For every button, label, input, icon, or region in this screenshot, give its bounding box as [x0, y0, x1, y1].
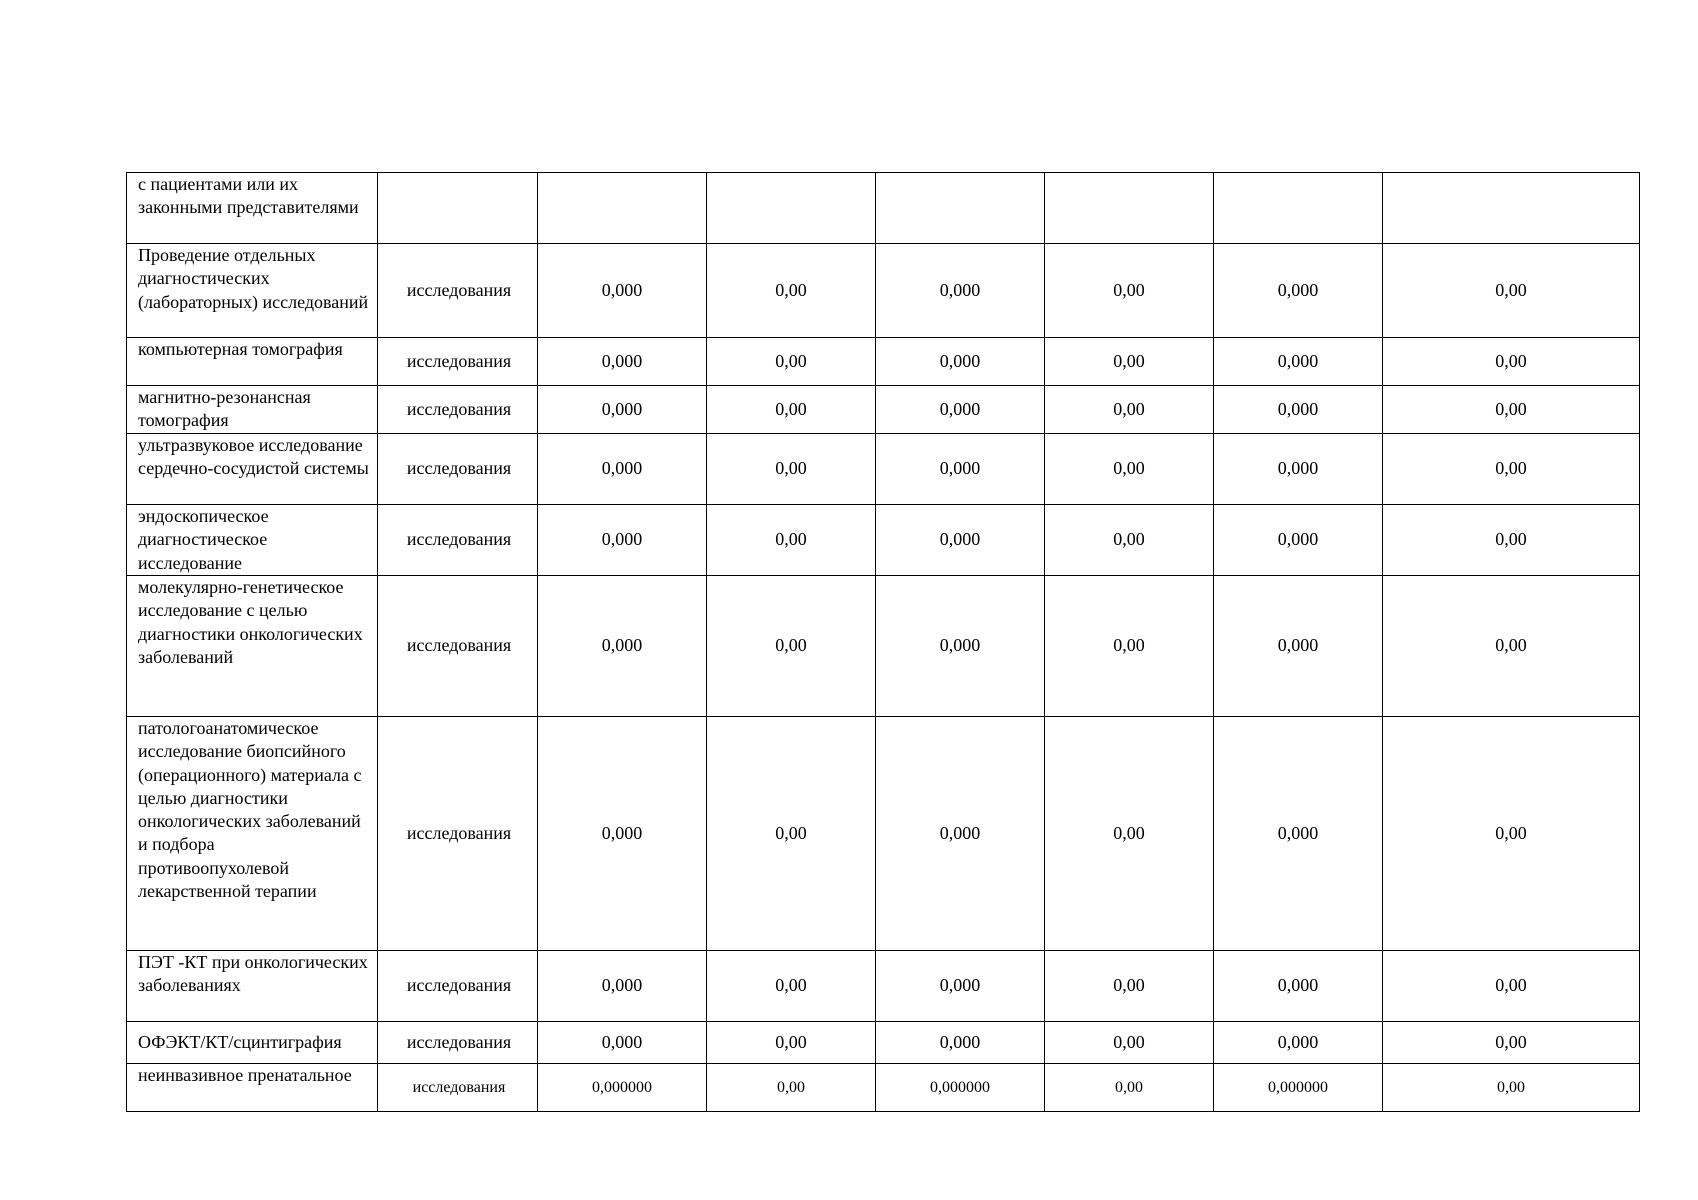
value-cell: [1045, 173, 1214, 244]
value-cell: 0,00: [1045, 1064, 1214, 1112]
value-cell: 0,000: [876, 244, 1045, 338]
row-name-cell: с пациентами или их законными представителями: [127, 173, 378, 244]
table-row: [127, 505, 1640, 576]
unit-cell: [378, 173, 538, 244]
value-cell: 0,000: [538, 386, 707, 434]
value-cell: 0,00: [707, 951, 876, 1022]
table-row: [127, 434, 1640, 505]
unit-cell: исследования: [378, 1022, 538, 1064]
value-cell: 0,00: [1383, 434, 1640, 505]
value-cell: [1383, 173, 1640, 244]
value-cell: 0,000: [538, 338, 707, 386]
unit-cell: исследования: [378, 244, 538, 338]
value-cell: 0,000: [538, 1022, 707, 1064]
table-row: [127, 173, 1640, 244]
value-cell: 0,00: [1045, 386, 1214, 434]
row-name-cell: молекулярно-генетическое исследование с целью диагностики онкологических заболеваний: [127, 576, 378, 717]
row-name-cell: ПЭТ -КТ при онкологических заболеваниях: [127, 951, 378, 1022]
value-cell: [538, 173, 707, 244]
value-cell: 0,000: [876, 717, 1045, 951]
unit-cell: исследования: [378, 717, 538, 951]
value-cell: 0,00: [707, 505, 876, 576]
value-cell: 0,00: [707, 1064, 876, 1112]
table-row: [127, 717, 1640, 951]
value-cell: 0,000: [1214, 717, 1383, 951]
table-row: [127, 576, 1640, 717]
value-cell: 0,000: [876, 505, 1045, 576]
value-cell: 0,000: [1214, 386, 1383, 434]
value-cell: 0,000: [1214, 505, 1383, 576]
row-name-cell: патологоанатомическое исследование биопсийного (операционного) материала с целью диагностики онкологических заболеваний и подбора противоопухолевой лекарственной терапии: [127, 717, 378, 951]
value-cell: 0,00: [1383, 951, 1640, 1022]
value-cell: 0,00: [707, 576, 876, 717]
unit-cell: исследования: [378, 338, 538, 386]
value-cell: 0,000: [1214, 338, 1383, 386]
value-cell: 0,00: [1045, 717, 1214, 951]
value-cell: 0,00: [1045, 576, 1214, 717]
value-cell: 0,00: [1383, 505, 1640, 576]
unit-cell: исследования: [378, 505, 538, 576]
table-row: [127, 951, 1640, 1022]
value-cell: 0,000: [876, 576, 1045, 717]
unit-cell: исследования: [378, 386, 538, 434]
value-cell: 0,00: [707, 1022, 876, 1064]
value-cell: 0,000: [538, 576, 707, 717]
row-name-cell: компьютерная томография: [127, 338, 378, 386]
value-cell: 0,00: [1383, 386, 1640, 434]
row-name-cell: ОФЭКТ/КТ/сцинтиграфия: [127, 1022, 378, 1064]
value-cell: 0,000: [876, 434, 1045, 505]
value-cell: 0,000: [876, 1022, 1045, 1064]
value-cell: 0,00: [707, 244, 876, 338]
value-cell: 0,000: [538, 434, 707, 505]
value-cell: 0,00: [1383, 1064, 1640, 1112]
table-row: [127, 338, 1640, 386]
value-cell: 0,00: [707, 434, 876, 505]
value-cell: 0,00: [1045, 1022, 1214, 1064]
value-cell: 0,000: [876, 338, 1045, 386]
value-cell: 0,000: [538, 951, 707, 1022]
unit-cell: исследования: [378, 434, 538, 505]
value-cell: 0,00: [1045, 505, 1214, 576]
unit-cell: исследования: [378, 576, 538, 717]
value-cell: 0,000: [876, 951, 1045, 1022]
value-cell: 0,000: [876, 386, 1045, 434]
value-cell: 0,00: [1383, 576, 1640, 717]
value-cell: 0,000: [1214, 951, 1383, 1022]
unit-cell: исследования: [378, 1064, 538, 1112]
value-cell: 0,000: [1214, 576, 1383, 717]
row-name-cell: ультразвуковое исследование сердечно-сосудистой системы: [127, 434, 378, 505]
value-cell: 0,00: [1045, 244, 1214, 338]
value-cell: 0,000000: [538, 1064, 707, 1112]
value-cell: 0,00: [1045, 951, 1214, 1022]
value-cell: 0,000: [538, 717, 707, 951]
value-cell: 0,00: [1383, 244, 1640, 338]
value-cell: 0,00: [1383, 338, 1640, 386]
value-cell: 0,000: [538, 244, 707, 338]
table-row: [127, 1064, 1640, 1112]
value-cell: 0,00: [1383, 717, 1640, 951]
value-cell: 0,000000: [876, 1064, 1045, 1112]
row-name-cell: эндоскопическое диагностическое исследование: [127, 505, 378, 576]
value-cell: 0,000: [1214, 1022, 1383, 1064]
value-cell: 0,00: [707, 338, 876, 386]
unit-cell: исследования: [378, 951, 538, 1022]
value-cell: 0,00: [1045, 338, 1214, 386]
value-cell: [876, 173, 1045, 244]
row-name-cell: Проведение отдельных диагностических (лабораторных) исследований: [127, 244, 378, 338]
value-cell: 0,000: [1214, 434, 1383, 505]
value-cell: 0,000: [538, 505, 707, 576]
table-row: [127, 386, 1640, 434]
row-name-cell: магнитно-резонансная томография: [127, 386, 378, 434]
value-cell: [707, 173, 876, 244]
value-cell: 0,000: [1214, 244, 1383, 338]
value-cell: 0,000000: [1214, 1064, 1383, 1112]
table-row: [127, 244, 1640, 338]
row-name-cell: неинвазивное пренатальное: [127, 1064, 378, 1112]
services-table: [126, 172, 1640, 1112]
value-cell: 0,00: [1383, 1022, 1640, 1064]
value-cell: [1214, 173, 1383, 244]
table-row: [127, 1022, 1640, 1064]
value-cell: 0,00: [707, 717, 876, 951]
value-cell: 0,00: [707, 386, 876, 434]
value-cell: 0,00: [1045, 434, 1214, 505]
